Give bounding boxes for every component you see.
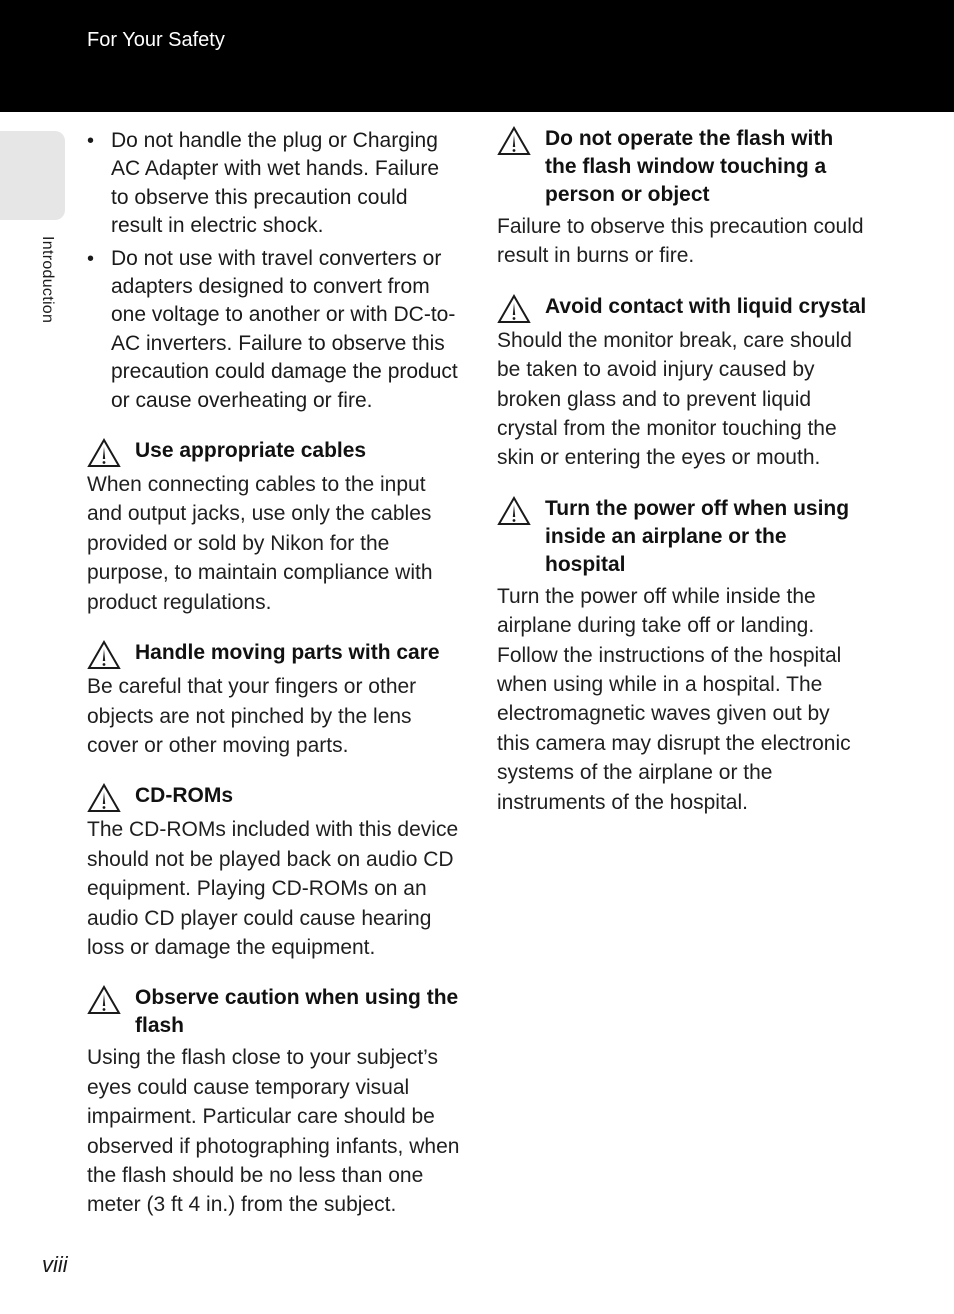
- section-heading: [87, 437, 462, 467]
- bullet-item: [87, 127, 462, 241]
- section-title: Avoid contact with liquid crystal: [545, 294, 867, 318]
- section-body: Using the flash close to your subject’s eyes could cause temporary visual impairment. Particular care should be observed if photographing infants, when the flash should be no less than one meter (3 ft 4 in.) from the subject.: [87, 1046, 460, 1217]
- section-body: When connecting cables to the input and output jacks, use only the cables provided or sold by Nikon for the purpose, to maintain compliance with product regulations.: [87, 473, 433, 614]
- section-title: Handle moving parts with care: [135, 641, 440, 665]
- section-title: Observe caution when using the flash: [135, 986, 459, 1038]
- section-body: Turn the power off while inside the airplane during take off or landing. Follow the instructions of the hospital when using while in a hospital. The electromagnetic waves given out by this camera may disrupt the electronic systems of the airplane or the instruments of the hospital.: [497, 584, 851, 814]
- section-flash-window: [497, 125, 867, 271]
- side-tab: [0, 131, 65, 220]
- page-header: [0, 0, 954, 112]
- side-tab-label: Introduction: [39, 236, 56, 324]
- section-use-appropriate-cables: [87, 437, 462, 617]
- section-handle-moving-parts: [87, 639, 462, 760]
- section-title: CD-ROMs: [135, 784, 233, 808]
- header-title: For Your Safety: [87, 29, 225, 51]
- right-column: [497, 125, 867, 817]
- section-heading: [87, 782, 462, 812]
- bullet-dot: •: [87, 247, 95, 270]
- section-flash-caution: [87, 984, 462, 1219]
- warning-triangle-icon: [87, 783, 121, 813]
- section-liquid-crystal: [497, 293, 867, 473]
- left-column: [87, 127, 462, 1220]
- section-body: The CD-ROMs included with this device should not be played back on audio CD equipment. Playing CD-ROMs on an audio CD player could cause hearing loss or damage the equipment.: [87, 818, 459, 959]
- warning-triangle-icon: [87, 438, 121, 468]
- section-body: Be careful that your fingers or other objects are not pinched by the lens cover or other moving parts.: [87, 675, 417, 757]
- section-body: Should the monitor break, care should be taken to avoid injury caused by broken glass and to prevent liquid crystal from the monitor touching the skin or entering the eyes or mouth.: [497, 328, 852, 470]
- section-heading: [497, 293, 867, 323]
- warning-triangle-icon: [87, 640, 121, 670]
- bullet-text: Do not use with travel converters or adapters designed to convert from one voltage to another or with DC-to-AC inverters. Failure to observe this precaution could damage the product or cause overheating or fire.: [111, 246, 458, 412]
- section-body: Failure to observe this precaution could result in burns or fire.: [497, 215, 864, 268]
- section-heading: [497, 125, 867, 209]
- section-cd-roms: [87, 782, 462, 962]
- warning-triangle-icon: [497, 126, 531, 156]
- section-airplane-hospital: [497, 495, 867, 817]
- bullet-item: [87, 245, 462, 415]
- section-title: Do not operate the flash with the flash window touching a person or object: [545, 127, 834, 206]
- warning-triangle-icon: [497, 496, 531, 526]
- section-heading: [497, 495, 867, 579]
- section-title: Turn the power off when using inside an airplane or the hospital: [545, 496, 850, 576]
- bullet-dot: •: [87, 130, 95, 152]
- bullet-list: [87, 127, 462, 415]
- section-title: Use appropriate cables: [135, 439, 367, 463]
- section-heading: [87, 984, 462, 1040]
- warning-triangle-icon: [87, 985, 121, 1015]
- section-heading: [87, 639, 462, 669]
- bullet-text: Do not handle the plug or Charging AC Adapter with wet hands. Failure to observe this precaution could result in electric shock.: [111, 129, 440, 238]
- page-number: viii: [42, 1252, 68, 1277]
- warning-triangle-icon: [497, 294, 531, 324]
